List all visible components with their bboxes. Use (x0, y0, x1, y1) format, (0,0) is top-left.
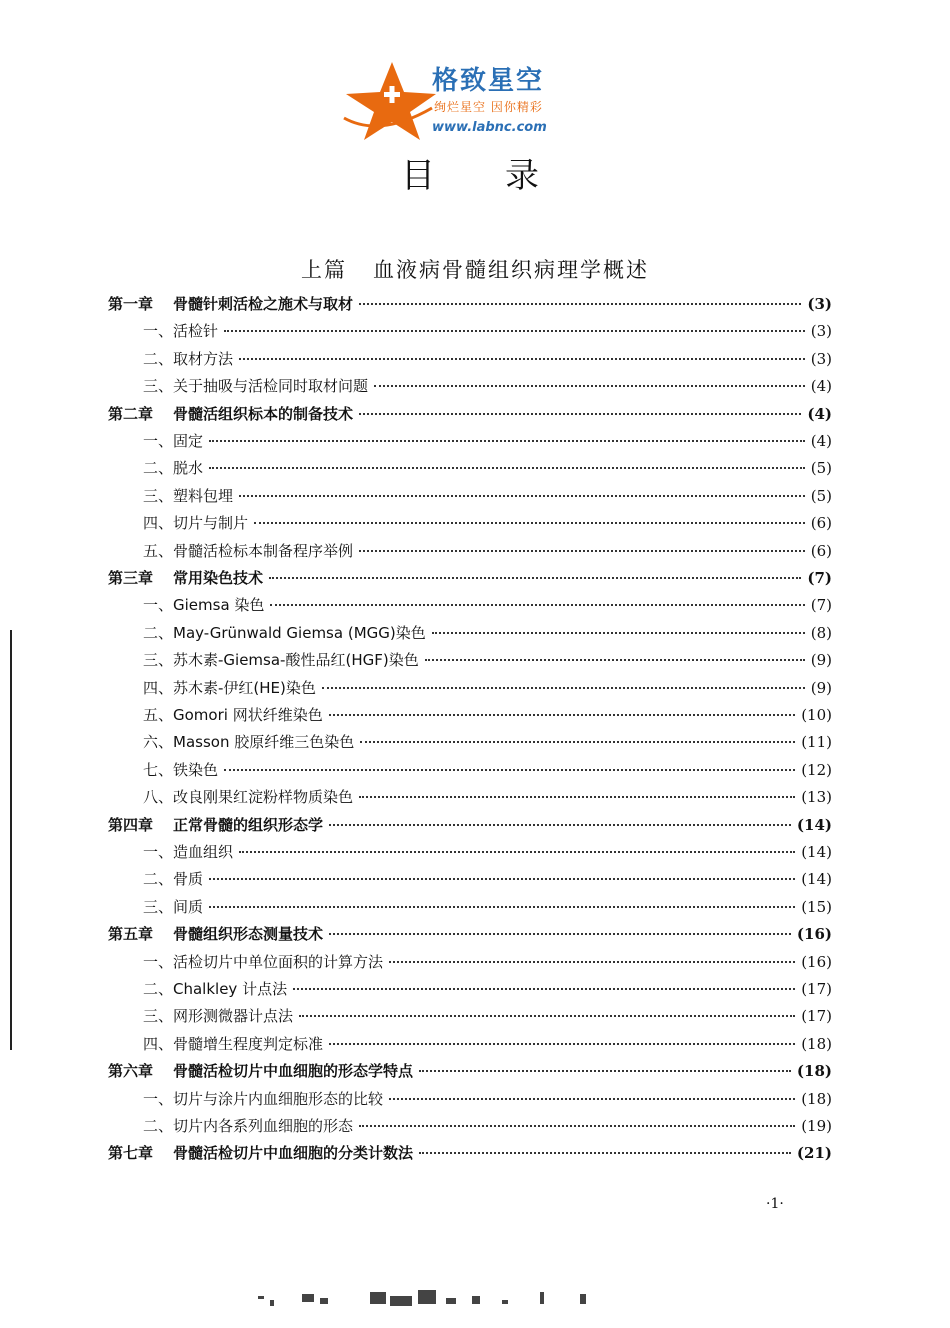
chapter-number: 第二章 (108, 404, 154, 423)
toc-chapter-entry (108, 566, 832, 590)
star-logo-icon (340, 58, 440, 142)
dot-leader (329, 824, 791, 826)
toc-page-number: (3) (810, 322, 832, 341)
dot-leader (374, 385, 805, 387)
dot-leader (360, 741, 795, 743)
toc-page-number: (14) (801, 843, 832, 861)
dot-leader (270, 604, 804, 606)
toc-section-entry (143, 429, 832, 453)
toc-entry-title: 五、Gomori 网状纤维染色 (143, 706, 323, 724)
toc-section-entry (143, 621, 832, 645)
dot-leader (269, 577, 801, 579)
toc-page-number: (5) (810, 459, 832, 478)
logo-name: 格致星空 (432, 66, 545, 96)
chapter-number: 第三章 (108, 569, 154, 587)
toc-page-number: (16) (801, 952, 832, 971)
toc-section-entry (143, 867, 832, 891)
toc-page-number: (15) (801, 897, 832, 916)
dot-leader (419, 1152, 791, 1154)
dot-leader (209, 878, 795, 880)
toc-section-entry (143, 840, 832, 864)
toc-entry-title: 三、关于抽吸与活检同时取材问题 (143, 377, 369, 396)
toc-page-number: (19) (801, 1117, 832, 1135)
toc-page-number: (8) (810, 623, 832, 642)
toc-entry-title: 二、Chalkley 计点法 (143, 980, 288, 998)
dot-leader (224, 330, 805, 332)
dot-leader (254, 522, 805, 524)
toc-page-number: (18) (801, 1034, 832, 1053)
toc-chapter-entry (108, 402, 832, 426)
chapter-number: 第五章 (108, 925, 154, 944)
toc-section-entry (143, 319, 832, 343)
dot-leader (329, 1043, 795, 1045)
toc-section-entry (143, 1004, 832, 1028)
toc-chapter-entry (108, 1141, 832, 1165)
toc-entry-title: 四、切片与制片 (143, 514, 249, 533)
dot-leader (359, 1125, 795, 1127)
toc-entry-title: 正常骨髓的组织形态学 (173, 815, 324, 834)
chapter-number: 第四章 (108, 815, 154, 834)
dot-leader (359, 413, 801, 415)
toc-page-number: (14) (801, 870, 832, 889)
toc-entry-title: 二、脱水 (143, 459, 204, 478)
toc-section-entry (143, 1032, 832, 1056)
toc-section-entry (143, 977, 832, 1001)
dot-leader (359, 303, 801, 305)
toc-section-entry (143, 758, 832, 782)
dot-leader (293, 988, 795, 990)
dot-leader (425, 659, 805, 661)
toc-entry-title: 三、间质 (143, 897, 204, 916)
part-label: 上篇 (301, 258, 347, 282)
toc-entry-title: 骨髓针刺活检之施术与取材 (173, 295, 354, 313)
toc-section-entry (143, 374, 832, 398)
toc-page-number: (21) (796, 1144, 832, 1163)
toc-entry-title: 一、切片与涂片内血细胞形态的比较 (143, 1089, 384, 1108)
part-heading (0, 254, 950, 284)
toc-section-entry (143, 347, 832, 371)
chapter-number: 第一章 (108, 295, 154, 313)
dot-leader (322, 687, 805, 689)
toc-entry-title: 骨髓活检切片中血细胞的分类计数法 (173, 1144, 414, 1163)
toc-page-number: (13) (801, 788, 832, 807)
toc-section-entry (143, 648, 832, 672)
toc-page-number: (5) (810, 486, 832, 505)
toc-page-number: (3) (807, 295, 832, 313)
toc-page-number: (6) (810, 541, 832, 560)
toc-entry-title: 骨髓活检切片中血细胞的形态学特点 (173, 1062, 414, 1081)
dot-leader (239, 495, 805, 497)
toc-entry-title: 一、固定 (143, 432, 204, 450)
dot-leader (209, 906, 795, 908)
dot-leader (239, 358, 805, 360)
toc-page-number: (18) (801, 1089, 832, 1108)
toc-entry-title: 一、活检切片中单位面积的计算方法 (143, 952, 384, 971)
toc-entry-title: 八、改良刚果红淀粉样物质染色 (143, 788, 354, 807)
toc-entry-title: 四、骨髓增生程度判定标准 (143, 1034, 324, 1053)
dot-leader (329, 933, 791, 935)
chapter-number: 第七章 (108, 1144, 154, 1163)
part-title: 血液病骨髓组织病理学概述 (373, 258, 649, 282)
dot-leader (209, 440, 805, 442)
page-title: 目录 (401, 156, 609, 196)
dot-leader (329, 714, 796, 716)
toc-entry-title: 二、May-Grünwald Giemsa (MGG)染色 (143, 623, 426, 642)
toc-entry-title: 二、取材方法 (143, 349, 234, 368)
toc-entry-title: 六、Masson 胶原纤维三色染色 (143, 733, 355, 752)
dot-leader (389, 961, 795, 963)
toc-section-entry (143, 511, 832, 535)
toc-entry-title: 四、苏木素-伊红(HE)染色 (143, 678, 316, 697)
toc-section-entry (143, 950, 832, 974)
toc-section-entry (143, 676, 832, 700)
dot-leader (432, 632, 805, 634)
toc-entry-title: 七、铁染色 (143, 760, 219, 779)
toc-page-number: (17) (801, 1007, 832, 1026)
toc-entry-title: 骨髓活组织标本的制备技术 (173, 404, 354, 423)
toc-entry-title: 二、骨质 (143, 870, 204, 889)
dot-leader (224, 769, 795, 771)
toc-entry-title: 二、切片内各系列血细胞的形态 (143, 1117, 354, 1135)
toc-section-entry (143, 785, 832, 809)
toc-section-entry (143, 484, 832, 508)
toc-page-number: (14) (796, 815, 832, 834)
chapter-number: 第六章 (108, 1062, 154, 1081)
toc-chapter-entry (108, 292, 832, 316)
scan-noise-marks (250, 1284, 610, 1314)
toc-page-number: (16) (796, 925, 832, 944)
toc-entry-title: 常用染色技术 (173, 569, 264, 587)
toc-page-number: (18) (796, 1062, 832, 1081)
scan-edge-line (10, 630, 12, 1050)
dot-leader (239, 851, 795, 853)
toc-section-entry (143, 593, 832, 617)
toc-page-number: (10) (801, 706, 832, 724)
toc-entry-title: 三、塑料包埋 (143, 486, 234, 505)
toc-section-entry (143, 730, 832, 754)
toc-chapter-entry (108, 1059, 832, 1083)
toc-entry-title: 三、苏木素-Giemsa-酸性品红(HGF)染色 (143, 651, 419, 670)
logo-slogan: 绚烂星空 因你精彩 (434, 100, 543, 114)
toc-page-number: (6) (810, 514, 832, 533)
dot-leader (389, 1098, 795, 1100)
toc-page-number: (4) (810, 377, 832, 396)
toc-page-number: (17) (801, 980, 832, 998)
toc-entry-title: 一、造血组织 (143, 843, 234, 861)
dot-leader (359, 796, 795, 798)
toc-page-number: (12) (801, 760, 832, 779)
toc-entry-title: 三、网形测微器计点法 (143, 1007, 294, 1026)
toc-page-number: (3) (810, 349, 832, 368)
toc-page-number: (7) (810, 596, 832, 615)
toc-page-number: (4) (807, 404, 832, 423)
dot-leader (299, 1015, 795, 1017)
toc-section-entry (143, 456, 832, 480)
dot-leader (209, 467, 805, 469)
toc-page-number: (9) (810, 651, 832, 670)
toc-chapter-entry (108, 922, 832, 946)
toc-section-entry (143, 1087, 832, 1111)
toc-chapter-entry (108, 813, 832, 837)
page-number: ·1· (766, 1196, 784, 1212)
logo-url: www.labnc.com (432, 120, 547, 135)
dot-leader (359, 550, 805, 552)
toc-page-number: (11) (801, 733, 832, 752)
toc-section-entry (143, 703, 832, 727)
toc-entry-title: 五、骨髓活检标本制备程序举例 (143, 541, 354, 560)
toc-section-entry (143, 539, 832, 563)
toc-page-number: (7) (807, 569, 832, 587)
toc-section-entry (143, 895, 832, 919)
toc-page-number: (4) (810, 432, 832, 450)
toc-entry-title: 一、Giemsa 染色 (143, 596, 265, 615)
dot-leader (419, 1070, 791, 1072)
toc-entry-title: 骨髓组织形态测量技术 (173, 925, 324, 944)
toc-page-number: (9) (810, 678, 832, 697)
publisher-logo (340, 58, 580, 142)
toc-entry-title: 一、活检针 (143, 322, 219, 341)
toc-section-entry (143, 1114, 832, 1138)
